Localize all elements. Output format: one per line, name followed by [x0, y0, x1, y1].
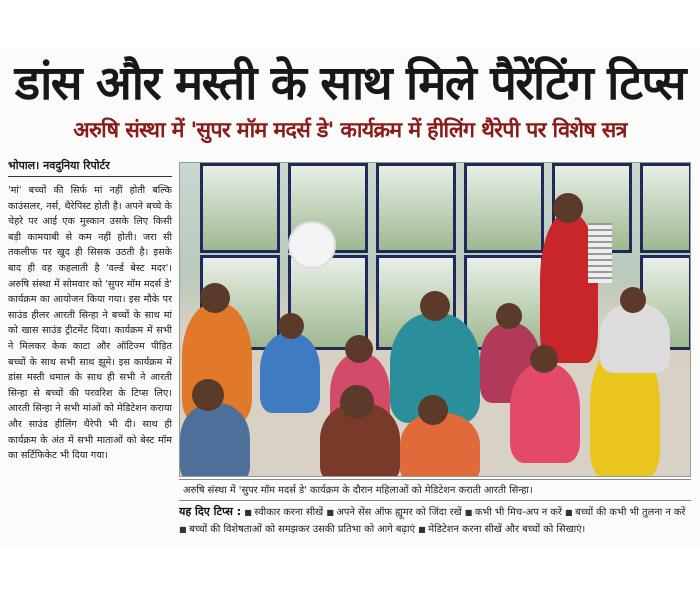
table-fan [288, 221, 336, 269]
window-pane [640, 163, 691, 253]
participant-head [620, 287, 646, 313]
window-pane [464, 163, 544, 253]
bullet-icon: ■ [564, 508, 576, 517]
participant-figure [510, 363, 580, 463]
participant-figure [600, 303, 670, 373]
bullet-icon: ■ [326, 508, 337, 517]
bullet-icon: ■ [464, 508, 475, 517]
bullet-icon: ■ [418, 525, 429, 534]
participant-head [420, 291, 450, 321]
participant-head [530, 345, 558, 373]
tips-box [179, 503, 694, 545]
participant-head [200, 283, 230, 313]
instructor-head [553, 193, 583, 223]
participant-head [418, 395, 448, 425]
chime-instrument [588, 223, 612, 283]
tip-item: बच्चों की विशेषताओं को समझकर उसकी प्रतिभा को आगे बढ़ाएं [189, 524, 415, 535]
photo-caption: अरुषि संस्था में 'सुपर मॉम मदर्स डे' कार्यक्रम के दौरान महिलाओं को मेडिटेशन कराती आरती सिन्हा। [179, 479, 691, 501]
newspaper-clipping [0, 48, 700, 546]
window-pane [376, 163, 456, 253]
tip-item: बच्चों की कभी भी तुलना न करें [575, 507, 686, 518]
tips-heading: यह दिए टिप्स : [179, 505, 242, 518]
participant-head [278, 313, 304, 339]
child-figure [180, 403, 250, 477]
tip-item: मेडिटेशन करना सीखें और बच्चों को सिखाएं। [428, 524, 586, 535]
news-photo [179, 162, 691, 477]
window-pane [200, 163, 280, 253]
participant-figure [260, 333, 320, 413]
byline: भोपाल। नवदुनिया रिपोर्टर [8, 158, 172, 177]
bullet-icon: ■ [179, 525, 190, 534]
subheadline: अरुषि संस्था में 'सुपर मॉम मदर्स डे' कार्यक्रम में हीलिंग थैरेपी पर विशेष सत्र [73, 118, 627, 143]
article-column [8, 158, 172, 546]
tip-item: स्वीकार करना सीखें [254, 507, 324, 518]
participant-head [345, 335, 373, 363]
participant-head [496, 303, 522, 329]
tip-item: अपने सेंस ऑफ ह्यूमर को जिंदा रखें [336, 507, 462, 518]
article-body: 'मां' बच्चों की सिर्फ मां नहीं होती बल्कि काउंसलर, नर्स, थैरेपिस्ट होती है। अपने बच्चे के चेहरे पर आई एक मुस्कान उसके लिए किसी बड़ी कामयाबी से कम नहीं होती। जरा सी तकलीफ पर खुद ही सिसक उठती है। इसके बाद ही वह कहलाती है 'वर्ल्ड बेस्ट मदर'। अरुषि संस्था में सोमवार को 'सुपर मॉम मदर्स डे' कार्यक्रम का आयोजन किया गया। इस मौके पर साउंड हीलर आरती सिन्हा ने बच्चों के साथ मां को खास साउंड ट्रीटमेंट दिया। कार्यक्रम में सभी ने मिलकर केक काटा और ऑटिज्म पीड़ित बच्चों के साथ सभी साथ झूमे। इस कार्यक्रम में डांस मस्ती धमाल के साथ ही सभी ने आरती सिन्हा से बच्चों की परवरिश के टिप्स लिए। आरती सिन्हा ने सभी मांओं को मेडिटेशन कराया और साउंड हीलिंग थैरेपी भी दी। साथ ही कार्यक्रम के अंत में सभी माताओं को बेस्ट मॉम का सर्टिफिकेट भी दिया गया। [8, 185, 172, 462]
headline: डांस और मस्ती के साथ मिले पैरेंटिंग टिप्स [14, 56, 686, 111]
child-head [192, 379, 224, 411]
participant-head [340, 385, 374, 419]
bullet-icon: ■ [244, 508, 255, 517]
tip-item: कभी भी मिच-अप न करें [474, 507, 562, 518]
